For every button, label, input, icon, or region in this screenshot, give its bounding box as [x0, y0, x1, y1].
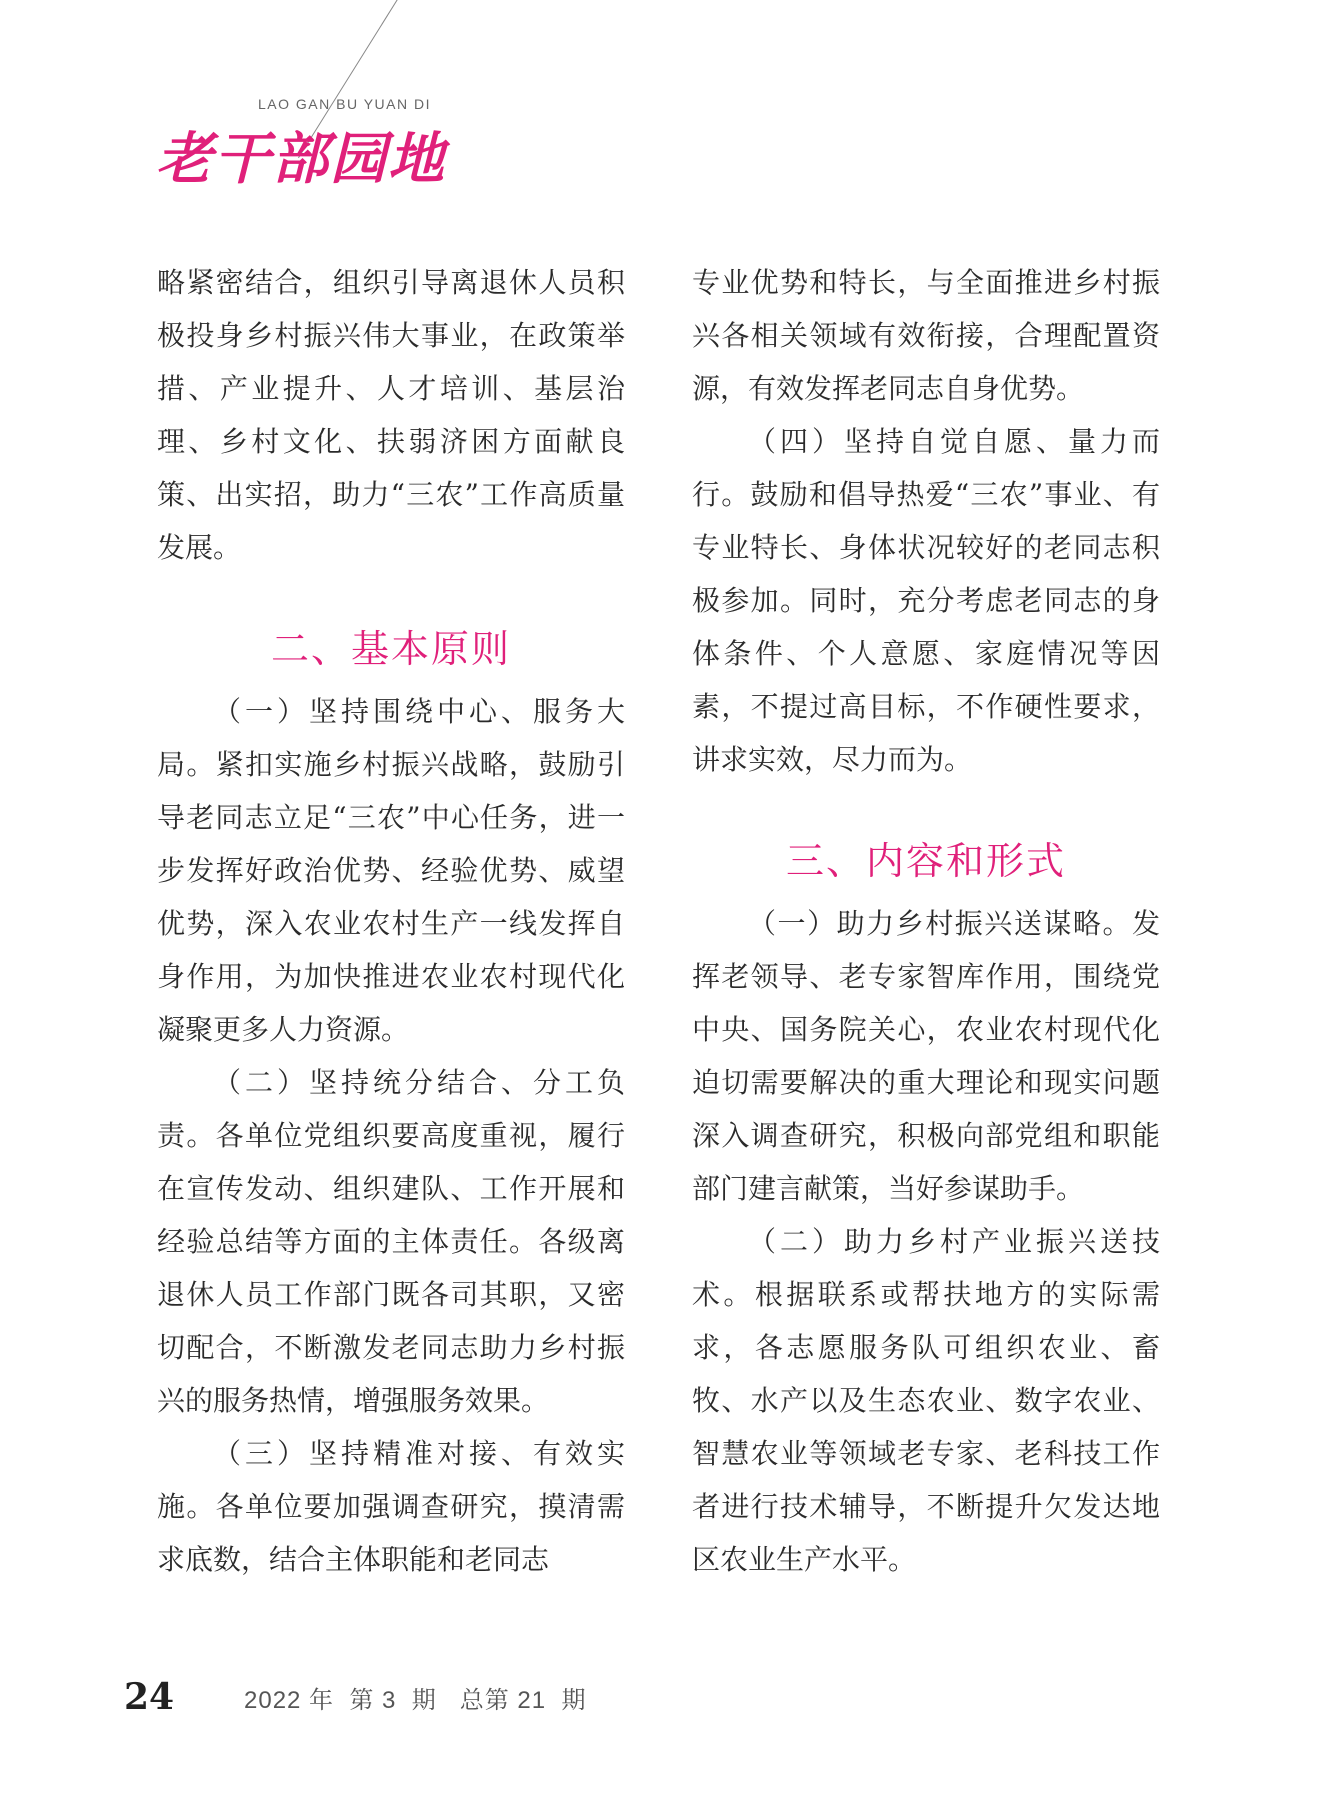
paragraph: 略紧密结合，组织引导离退休人员积极投身乡村振兴伟大事业，在政策举措、产业提升、人才培训、基层治理、乡村文化、扶弱济困方面献良策、出实招，助力“三农”工作高质量发展。: [157, 266, 625, 564]
paragraph: （四）坚持自觉自愿、量力而行。鼓励和倡导热爱“三农”事业、有专业特长、身体状况较好的老同志积极参加。同时，充分考虑老同志的身体条件、个人意愿、家庭情况等因素，不提过高目标，不作硬性要求，讲求实效，尽力而为。: [692, 425, 1160, 776]
paragraph: 专业优势和特长，与全面推进乡村振兴各相关领域有效衔接，合理配置资源，有效发挥老同志自身优势。: [692, 266, 1160, 405]
paragraph: （一）助力乡村振兴送谋略。发挥老领导、老专家智库作用，围绕党中央、国务院关心，农业农村现代化迫切需要解决的重大理论和现实问题深入调查研究，积极向部党组和职能部门建言献策，当好参谋助手。: [692, 907, 1160, 1205]
paragraph: （三）坚持精准对接、有效实施。各单位要加强调查研究，摸清需求底数，结合主体职能和老同志: [157, 1437, 625, 1576]
issue-info: 2022 年 第 3 期 总第 21 期: [244, 1687, 587, 1714]
paragraph: （二）坚持统分结合、分工负责。各单位党组织要高度重视，履行在宣传发动、组织建队、工作开展和经验总结等方面的主体责任。各级离退休人员工作部门既各司其职，又密切配合，不断激发老同志助力乡村振兴的服务热情，增强服务效果。: [157, 1066, 625, 1417]
masthead-pinyin: LAO GAN BU YUAN DI: [258, 96, 432, 112]
section-heading: 二、基本原则: [270, 627, 511, 671]
section-heading: 三、内容和形式: [785, 839, 1066, 883]
paragraph: （一）坚持围绕中心、服务大局。紧扣实施乡村振兴战略，鼓励引导老同志立足“三农”中心任务，进一步发挥好政治优势、经验优势、威望优势，深入农业农村生产一线发挥自身作用，为加快推进农业农村现代化凝聚更多人力资源。: [157, 695, 625, 1046]
paragraph: （二）助力乡村产业振兴送技术。根据联系或帮扶地方的实际需求，各志愿服务队可组织农业、畜牧、水产以及生态农业、数字农业、智慧农业等领域老专家、老科技工作者进行技术辅导，不断提升欠发达地区农业生产水平。: [692, 1225, 1160, 1576]
right-column: [692, 256, 1160, 1586]
masthead-logo: 老干部园地: [156, 126, 446, 192]
left-column: [157, 256, 625, 1586]
page-number: 24: [124, 1676, 175, 1718]
